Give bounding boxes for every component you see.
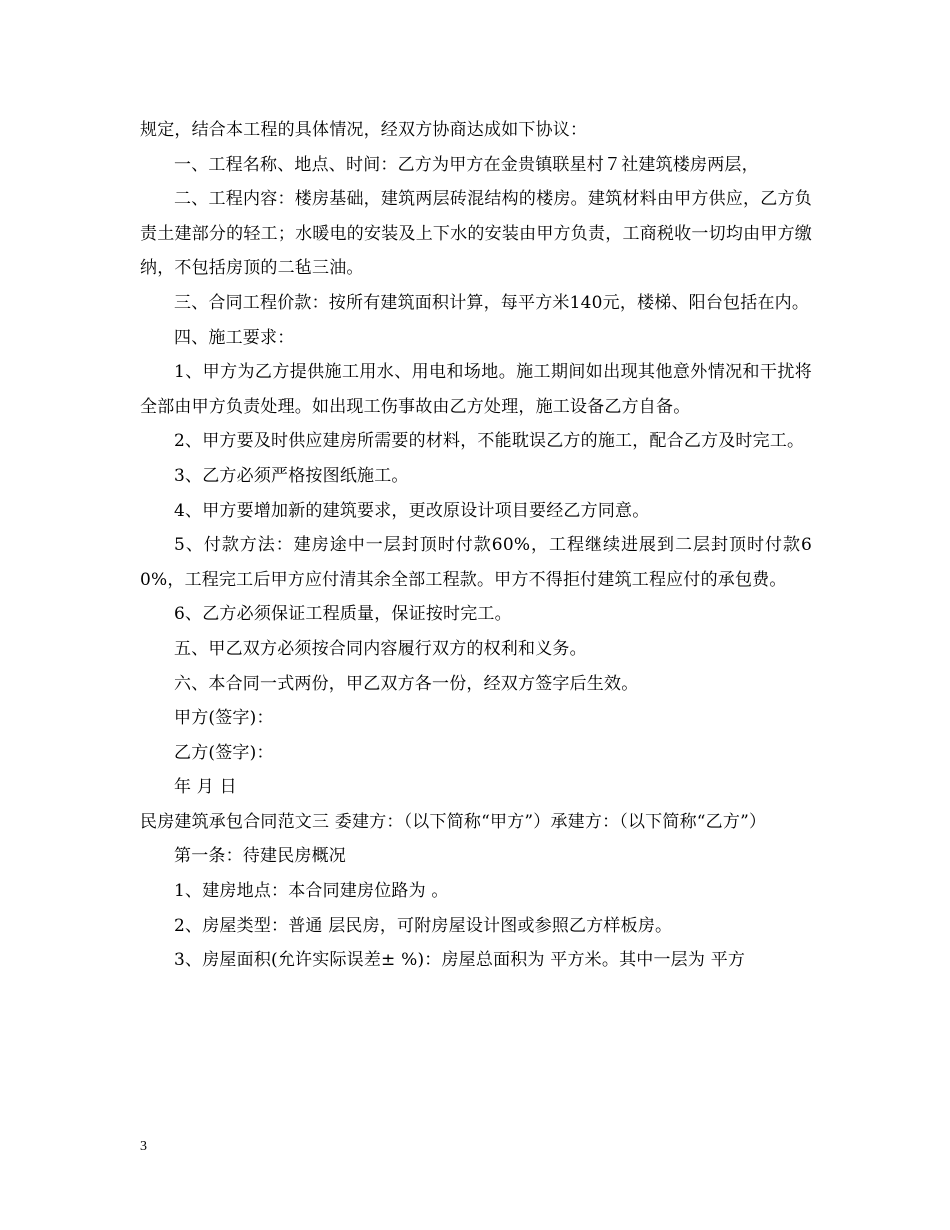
contract-three-heading: 民房建筑承包合同范文三 委建方：（以下简称“甲方”）承建方：（以下简称“乙方”） (140, 811, 767, 832)
signature-date: 年 月 日 (174, 777, 237, 798)
paragraph-payment-method: 5、付款方法：建房途中一层封顶时付款60%，工程继续进展到二层封顶时付款60%，工程完工后甲方应付清其余全部工程款。甲方不得拒付建筑工程应付的承包费。 (140, 535, 812, 590)
signature-party-a: 甲方(签字)： (174, 708, 274, 729)
paragraph-quality-guarantee: 6、乙方必须保证工程质量，保证按时完工。 (174, 604, 512, 625)
paragraph-intro: 规定，结合本工程的具体情况，经双方协商达成如下协议： (140, 120, 588, 140)
house-area: 3、房屋面积(允许实际误差± %)：房屋总面积为 平方米。其中一层为 平方 (174, 950, 746, 971)
article-one-title: 第一条：待建民房概况 (174, 846, 346, 867)
building-location: 1、建房地点：本合同建房位路为 。 (174, 881, 449, 902)
house-type: 2、房屋类型：普通 层民房，可附房屋设计图或参照乙方样板房。 (174, 915, 673, 936)
document-body (140, 113, 812, 978)
paragraph-project-content: 二、工程内容：楼房基础，建筑两层砖混结构的楼房。建筑材料由甲方供应，乙方负责土建部分的轻工；水暖电的安装及上下水的安装由甲方负责，工商税收一切均由甲方缴纳，不包括房顶的二毡三油。 (140, 189, 812, 279)
paragraph-requirement-4: 4、甲方要增加新的建筑要求，更改原设计项目要经乙方同意。 (174, 500, 650, 521)
page-number: 3 (140, 1139, 147, 1154)
paragraph-requirement-3: 3、乙方必须严格按图纸施工。 (174, 465, 409, 486)
signature-party-b: 乙方(签字)： (174, 742, 274, 763)
paragraph-construction-requirements: 四、施工要求： (174, 327, 295, 348)
paragraph-contract-price: 三、合同工程价款：按所有建筑面积计算，每平方米140元，楼梯、阳台包括在内。 (174, 292, 810, 313)
paragraph-requirement-1: 1、甲方为乙方提供施工用水、用电和场地。施工期间如出现其他意外情况和干扰将全部由甲方负责处理。如出现工伤事故由乙方处理，施工设备乙方自备。 (140, 362, 812, 417)
paragraph-rights-obligations: 五、甲乙双方必须按合同内容履行双方的权利和义务。 (174, 638, 587, 659)
paragraph-project-name: 一、工程名称、地点、时间：乙方为甲方在金贵镇联星村７社建筑楼房两层， (174, 154, 759, 175)
paragraph-requirement-2: 2、甲方要及时供应建房所需要的材料，不能耽误乙方的施工，配合乙方及时完工。 (174, 431, 805, 452)
paragraph-copies-effective: 六、本合同一式两份，甲乙双方各一份，经双方签字后生效。 (174, 673, 639, 694)
